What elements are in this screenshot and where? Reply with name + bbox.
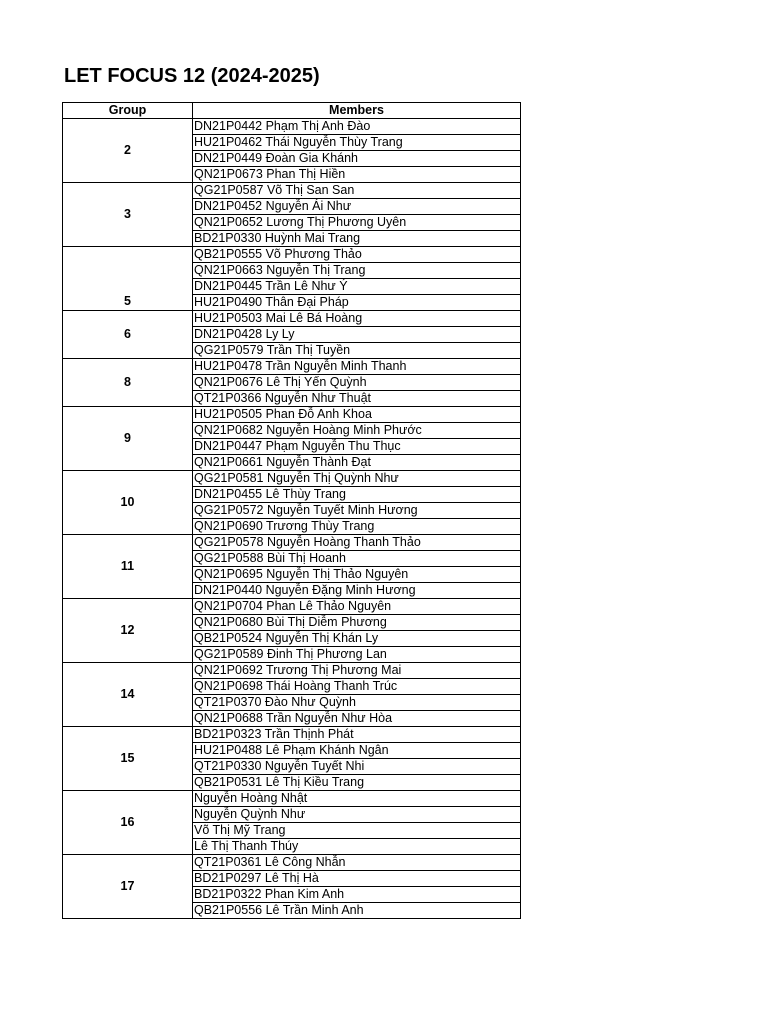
member-cell: QB21P0556 Lê Trần Minh Anh [193, 903, 521, 919]
member-cell: QN21P0682 Nguyễn Hoàng Minh Phước [193, 423, 521, 439]
member-cell: QG21P0578 Nguyễn Hoàng Thanh Thảo [193, 535, 521, 551]
table-row [63, 663, 521, 679]
member-cell: QN21P0673 Phan Thị Hiền [193, 167, 521, 183]
table-body [63, 119, 521, 919]
member-cell: QN21P0652 Lương Thị Phương Uyên [193, 215, 521, 231]
group-number: 14 [63, 663, 193, 727]
member-cell: QG21P0579 Trần Thị Tuyền [193, 343, 521, 359]
member-cell: BD21P0323 Trần Thịnh Phát [193, 727, 521, 743]
member-cell: HU21P0462 Thái Nguyễn Thùy Trang [193, 135, 521, 151]
member-cell: QN21P0676 Lê Thị Yến Quỳnh [193, 375, 521, 391]
member-cell: QN21P0695 Nguyễn Thị Thảo Nguyên [193, 567, 521, 583]
member-cell: QN21P0688 Trần Nguyễn Như Hòa [193, 711, 521, 727]
group-number: 6 [63, 311, 193, 359]
page-title: LET FOCUS 12 (2024-2025) [64, 65, 320, 87]
member-cell: QN21P0680 Bùi Thị Diễm Phương [193, 615, 521, 631]
table-row [63, 119, 521, 135]
group-number: 12 [63, 599, 193, 663]
member-cell: HU21P0488 Lê Phạm Khánh Ngân [193, 743, 521, 759]
group-number: 8 [63, 359, 193, 407]
member-cell: Nguyễn Hoàng Nhật [193, 791, 521, 807]
member-cell: QG21P0581 Nguyễn Thị Quỳnh Như [193, 471, 521, 487]
group-number: 10 [63, 471, 193, 535]
member-cell: Võ Thị Mỹ Trang [193, 823, 521, 839]
member-cell: HU21P0503 Mai Lê Bá Hoàng [193, 311, 521, 327]
member-cell: QG21P0588 Bùi Thị Hoanh [193, 551, 521, 567]
member-cell: QB21P0531 Lê Thị Kiều Trang [193, 775, 521, 791]
member-cell: QG21P0587 Võ Thị San San [193, 183, 521, 199]
member-cell: DN21P0449 Đoàn Gia Khánh [193, 151, 521, 167]
member-cell: QG21P0589 Đinh Thị Phương Lan [193, 647, 521, 663]
member-cell: QN21P0698 Thái Hoàng Thanh Trúc [193, 679, 521, 695]
header-members: Members [193, 103, 521, 119]
group-number: 2 [63, 119, 193, 183]
member-cell: DN21P0442 Phạm Thị Anh Đào [193, 119, 521, 135]
member-cell: DN21P0445 Trần Lê Như Ý [193, 279, 521, 295]
table-row [63, 247, 521, 263]
member-cell: DN21P0447 Phạm Nguyễn Thu Thục [193, 439, 521, 455]
member-cell: HU21P0505 Phan Đỗ Anh Khoa [193, 407, 521, 423]
member-cell: BD21P0330 Huỳnh Mai Trang [193, 231, 521, 247]
group-number: 17 [63, 855, 193, 919]
member-cell: BD21P0297 Lê Thị Hà [193, 871, 521, 887]
group-number: 5 [63, 247, 193, 311]
table-row [63, 599, 521, 615]
member-cell: QN21P0690 Trương Thùy Trang [193, 519, 521, 535]
member-cell: QB21P0524 Nguyễn Thị Khán Ly [193, 631, 521, 647]
member-cell: QB21P0555 Võ Phương Thảo [193, 247, 521, 263]
member-cell: Nguyễn Quỳnh Như [193, 807, 521, 823]
member-cell: QT21P0361 Lê Công Nhẫn [193, 855, 521, 871]
member-cell: DN21P0428 Ly Ly [193, 327, 521, 343]
table-row [63, 407, 521, 423]
group-roster-table [62, 102, 521, 919]
member-cell: DN21P0455 Lê Thùy Trang [193, 487, 521, 503]
group-number: 11 [63, 535, 193, 599]
member-cell: DN21P0452 Nguyễn Ái Như [193, 199, 521, 215]
table-row [63, 727, 521, 743]
table-row [63, 183, 521, 199]
table-row [63, 791, 521, 807]
header-group: Group [63, 103, 193, 119]
member-cell: QT21P0330 Nguyễn Tuyết Nhi [193, 759, 521, 775]
group-number: 15 [63, 727, 193, 791]
member-cell: HU21P0490 Thân Đại Pháp [193, 295, 521, 311]
group-number: 16 [63, 791, 193, 855]
table-header-row [63, 103, 521, 119]
member-cell: QN21P0661 Nguyễn Thành Đạt [193, 455, 521, 471]
member-cell: QT21P0366 Nguyễn Như Thuật [193, 391, 521, 407]
member-cell: DN21P0440 Nguyễn Đặng Minh Hương [193, 583, 521, 599]
table-row [63, 535, 521, 551]
table-row [63, 471, 521, 487]
table-row [63, 359, 521, 375]
member-cell: QT21P0370 Đào Như Quỳnh [193, 695, 521, 711]
table-row [63, 311, 521, 327]
group-number: 9 [63, 407, 193, 471]
member-cell: QN21P0663 Nguyễn Thị Trang [193, 263, 521, 279]
member-cell: QN21P0704 Phan Lê Thảo Nguyên [193, 599, 521, 615]
member-cell: HU21P0478 Trần Nguyễn Minh Thanh [193, 359, 521, 375]
member-cell: BD21P0322 Phan Kim Anh [193, 887, 521, 903]
member-cell: QG21P0572 Nguyễn Tuyết Minh Hương [193, 503, 521, 519]
member-cell: Lê Thị Thanh Thúy [193, 839, 521, 855]
table-row [63, 855, 521, 871]
member-cell: QN21P0692 Trương Thị Phương Mai [193, 663, 521, 679]
group-number: 3 [63, 183, 193, 247]
